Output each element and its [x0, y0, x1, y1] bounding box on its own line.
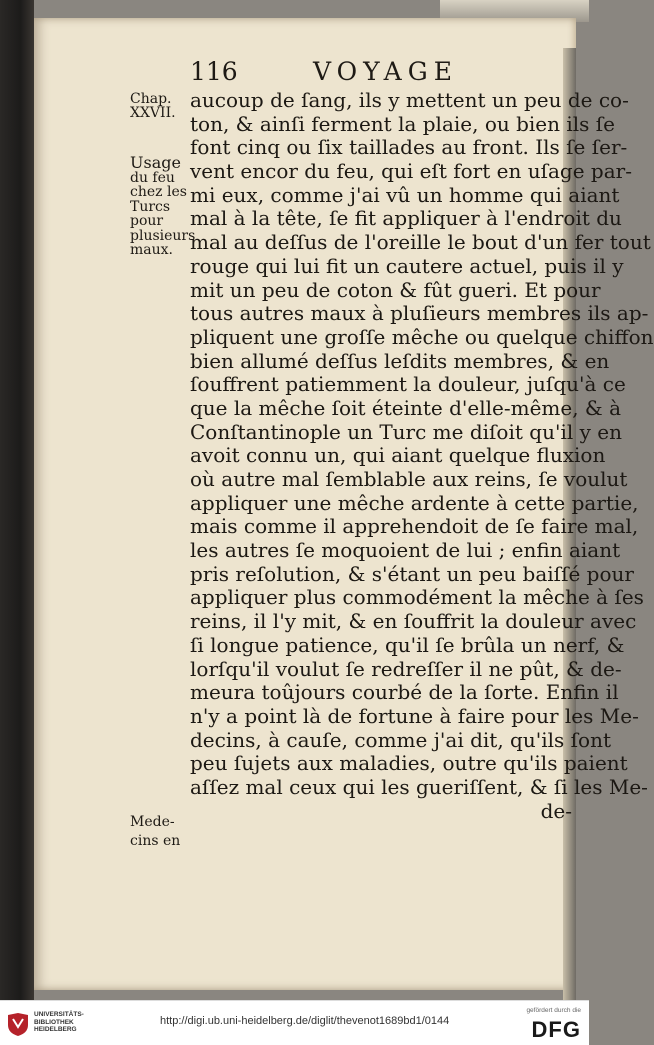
footer-bar [0, 1000, 589, 1045]
margin-note-line: Turcs [130, 198, 171, 215]
text-line: Conſtantinople un Turc me diſoit qu'il y en [190, 419, 622, 444]
text-line: ton, & ainſi ferment la plaie, ou bien ils ſe [190, 111, 616, 136]
text-line: mal à la tête, ſe fit appliquer à l'endroit du [190, 206, 622, 231]
margin-note-line: pour [130, 213, 164, 229]
text-line: meura toûjours courbé de la ſorte. Enfin il [190, 680, 619, 705]
text-line: font cinq ou ſix taillades au front. Ils ſe ſer- [190, 135, 628, 160]
text-line: lorſqu'il voulut ſe redreſſer il ne pût, & de- [190, 656, 622, 681]
text-line: mit un peu de coton & fût gueri. Et pour [190, 277, 601, 302]
text-line: ſouffrent patiemment la douleur, juſqu'à ce [190, 372, 626, 397]
page-number: 116 [190, 57, 238, 86]
text-line: decins, à cauſe, comme j'ai dit, qu'ils ſont [190, 727, 611, 752]
text-line: tous autres maux à pluſieurs membres ils ap- [190, 301, 649, 326]
library-name [34, 1011, 84, 1034]
text-line: bien allumé deſſus leſdits membres, & en [190, 348, 610, 373]
text-line: les autres ſe moquoient de lui ; enfin aiant [190, 538, 621, 563]
funded-by-label: gefördert durch die [526, 1007, 581, 1014]
text-line: rouge qui lui fit un cautere actuel, puis il y [190, 253, 624, 278]
margin-note-line: cins en [130, 833, 181, 849]
margin-note-chapter [130, 92, 190, 120]
text-line: vent encor du feu, qui eſt fort en uſage par- [190, 159, 632, 184]
text-line: pris reſolution, & s'étant un peu baiſſé pour [190, 561, 634, 586]
margin-note-medecins [130, 813, 190, 851]
margin-note-line: chez les [130, 184, 187, 200]
text-line: avoit connu un, qui aiant quelque fluxion [190, 443, 606, 468]
text-line: mais comme il apprehendoit de ſe faire mal, [190, 514, 639, 539]
text-line: appliquer une mêche ardente à cette partie, [190, 490, 639, 515]
text-line: de- [540, 798, 572, 823]
text-line: que la mêche ſoit éteinte d'elle-même, & à [190, 395, 622, 420]
margin-note-line: Usage [130, 153, 181, 172]
dfg-logo: DFG [531, 1017, 581, 1042]
text-line: aſſez mal ceux qui les gueriſſent, & ſi les Me- [190, 774, 648, 799]
text-line: appliquer plus commodément la mêche à ſes [190, 585, 644, 610]
permalink-url[interactable]: http://digi.ub.uni-heidelberg.de/diglit/thevenot1689bd1/0144 [160, 1015, 450, 1027]
text-line: pliquent une groſſe mêche ou quelque chiffon [190, 324, 654, 349]
text-line: mal au deſſus de l'oreille le bout d'un fer tout [190, 230, 651, 255]
text-line: n'y a point là de fortune à faire pour les Me- [190, 703, 639, 728]
margin-note-line: XXVII. [130, 105, 176, 121]
text-line: mi eux, comme j'ai vû un homme qui aiant [190, 182, 620, 207]
text-line: ſi longue patience, qu'il ſe brûla un nerf, & [190, 632, 625, 657]
library-name-line: UNIVERSITÄTS- [34, 1011, 84, 1018]
body-text [190, 88, 654, 823]
margin-note-line: Mede- [130, 814, 175, 830]
margin-note-usage [130, 153, 196, 258]
text-line: reins, il l'y mit, & en ſouffrit la douleur avec [190, 609, 637, 634]
university-library-logo-icon [6, 1011, 30, 1037]
margin-note-line: Chap. [130, 91, 172, 107]
text-line: où autre mal ſemblable aux reins, ſe voulut [190, 467, 628, 491]
margin-note-line: maux. [130, 242, 173, 258]
margin-note-line: plusieurs [130, 227, 196, 244]
page-header [0, 57, 589, 87]
margin-note-line: du feu [130, 169, 175, 186]
text-line: peu ſujets aux maladies, outre qu'ils paient [190, 751, 628, 776]
library-name-line: BIBLIOTHEK [34, 1018, 74, 1026]
running-title: VOYAGE [313, 57, 458, 86]
library-name-line: HEIDELBERG [34, 1026, 77, 1033]
book-binding [0, 0, 34, 1000]
text-line: aucoup de ſang, ils y mettent un peu de co- [190, 88, 629, 112]
